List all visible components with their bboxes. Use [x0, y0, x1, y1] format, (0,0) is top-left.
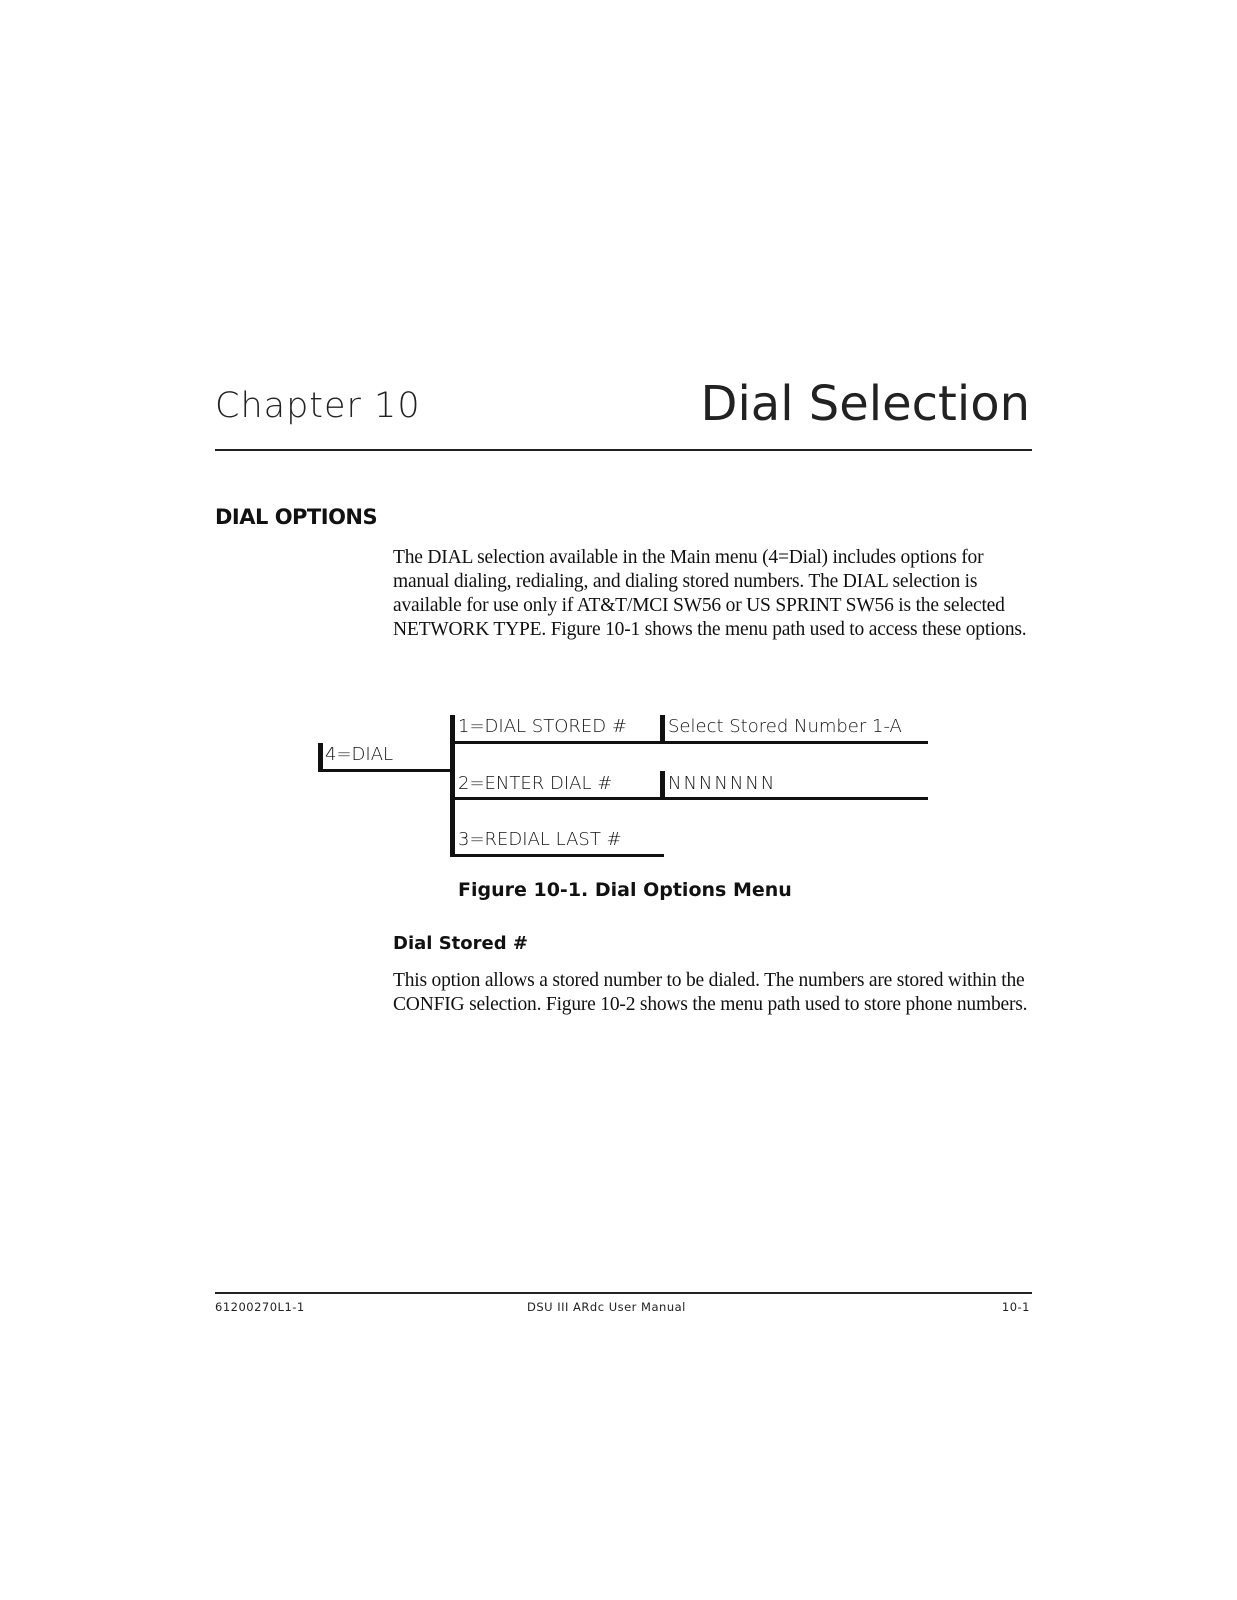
- menu-root-label: 4=DIAL: [325, 744, 394, 765]
- menu-value-select-stored-number: Select Stored Number 1-A: [668, 716, 902, 737]
- intro-paragraph: The DIAL selection available in the Main menu (4=Dial) includes options for manual dialing, redialing, and dialing stored numbers. The DIAL selection is available for use only if AT&T/MCI SW56 or US SPRINT SW56 is the selected NETWORK TYPE. Figure 10-1 shows the menu path used to access these options.: [393, 547, 1027, 640]
- menu-trunk: [450, 715, 455, 857]
- item-3-underline: [450, 854, 664, 857]
- item-2-underline: [450, 797, 928, 800]
- menu-item-redial-last: 3=REDIAL LAST #: [458, 829, 622, 850]
- item-1-value-marker: [660, 715, 665, 744]
- footer-divider: [215, 1292, 1032, 1294]
- root-underline: [318, 769, 453, 772]
- item-2-value-marker: [660, 771, 665, 800]
- menu-value-number-entry: NNNNNNN: [668, 773, 777, 794]
- menu-item-dial-stored: 1=DIAL STORED #: [458, 716, 627, 737]
- subsection-heading: Dial Stored #: [393, 933, 528, 954]
- menu-item-enter-dial: 2=ENTER DIAL #: [458, 773, 613, 794]
- chapter-label: Chapter 10: [215, 386, 421, 426]
- footer-page-number: 10-1: [1001, 1300, 1030, 1314]
- subsection-paragraph: This option allows a stored number to be dialed. The numbers are stored within the CONFIG selection. Figure 10-2 shows the menu path used to store phone numbers.: [393, 970, 1028, 1015]
- footer-manual-title: DSU III ARdc User Manual: [527, 1300, 686, 1314]
- item-1-underline: [450, 741, 928, 744]
- footer-part-number: 61200270L1-1: [215, 1300, 305, 1314]
- chapter-title: Dial Selection: [700, 376, 1030, 432]
- figure-caption: Figure 10-1. Dial Options Menu: [458, 879, 792, 901]
- root-marker: [318, 743, 323, 772]
- section-heading: DIAL OPTIONS: [215, 505, 378, 529]
